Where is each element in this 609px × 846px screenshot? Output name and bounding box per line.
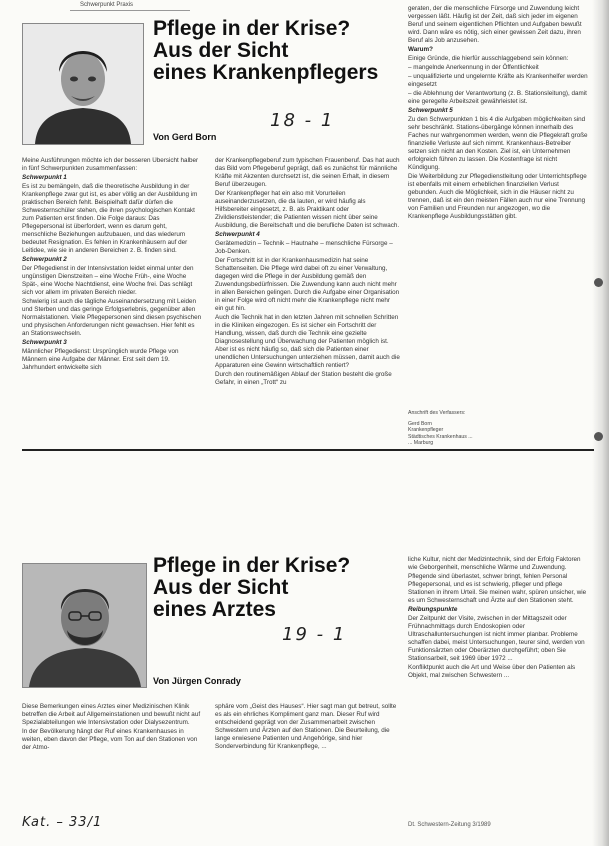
article1-title-line3: eines Krankenpflegers bbox=[153, 61, 379, 84]
paragraph: Meine Ausführungen möchte ich der besseren Übersicht halber in fünf Schwerpunkten zusammenfassen: bbox=[22, 157, 199, 172]
paragraph: Zu den Schwerpunkten 1 bis 4 die Aufgaben möglichkeiten sind sehr beschränkt. Stations-übergänge können innerhalb des Faches nur wahrgenommen werden, wenn die Pflegekraft große finanzielle Verluste auf sich nimmt. Krankenhaus-Betreiber setzen sich nicht an den Kosten. Ziel ist, ein Unternehmen erfolgreich führen zu lassen. Die Kostenfrage ist nicht Kündigung. bbox=[408, 116, 588, 171]
author-address-heading: Anschrift des Verfassers: bbox=[408, 410, 466, 416]
paragraph: Der Fortschritt ist in der Krankenhausmedizin hat seine Schattenseiten. Die Pflege wird dabei oft zu einer Verwaltung, dagegen wird die Pflege in der Ausbildung gemäß den Zuwendungsbedürfnissen. Die Zuwendung kann auch nicht mehr in allen Bereichen gelingen. Durch die Aufgabe einer Organisation in einer Folge wird oft nicht mehr die Krankenpflege nicht mehr ein gut hin. bbox=[215, 257, 400, 312]
article2-byline: Von Jürgen Conrady bbox=[153, 676, 241, 686]
paragraph: geraten, der die menschliche Fürsorge und Zuwendung leicht vergessen läßt. Häufig ist der Zeit, daß sich jeder im eigenen Beruf und seinem eigentlichen Pflichten und Aufgaben bewußt wird. Dann wäre es nötig, sich einer gewissen Zeit dazu, ihren Beruf als Job anzusehen. bbox=[408, 5, 582, 44]
article2-title-line2: Aus der Sicht bbox=[153, 576, 289, 599]
handwritten-mark-1: 18 - 1 bbox=[270, 110, 335, 131]
article2-title bbox=[153, 555, 403, 621]
paragraph: In der Bevölkerung hängt der Ruf eines Krankenhauses in weiten, eben davon der Pflege, vom Ton auf den Stationen von der Atmo- bbox=[22, 728, 198, 751]
section-heading: Schwerpunkt 2 bbox=[22, 256, 67, 263]
paragraph: Diese Bemerkungen eines Arztes einer Medizinischen Klinik betreffen die Arbeit auf Allgemeinstationen und bewußt nicht auf Spezialabteilungen wie Intensivstation oder Dialysezentrum. bbox=[22, 703, 201, 726]
section-header: Schwerpunkt Praxis bbox=[80, 2, 134, 8]
article-divider bbox=[22, 449, 594, 451]
author-photo-born bbox=[22, 23, 144, 145]
punch-hole-bottom bbox=[594, 432, 603, 441]
footer-page-mark: Kat. – 33/1 bbox=[22, 815, 103, 830]
handwritten-mark-2: 19 - 1 bbox=[282, 624, 347, 645]
paragraph: Einige Gründe, die hierfür ausschlaggebend sein können: bbox=[408, 55, 569, 62]
article2-title-line1: Pflege in der Krise? bbox=[153, 554, 351, 577]
paragraph: Auch die Technik hat in den letzten Jahren mit schnellen Schritten in die Kliniken eingezogen. Es ist sicher ein Fortschritt der Handlung, wissen, daß durch die Technik eine gezielte Diagnosestellung und Überwachung der Patienten möglich ist. Aber ist es nicht häufig so, daß sich die Patienten einer unendlichen Untersuchungen unterziehen müssen, damit auch die Apparaturen eine Gewinn wirtschaftlich rentiert? bbox=[215, 314, 400, 369]
author-address-line: Gerd Born bbox=[408, 420, 432, 427]
paragraph: Die Weiterbildung zur Pflegedienstleitung oder Unterrichtspflege ist ebenfalls mit einem erheblichen finanziellen Verlust gebunden. Auch die Möglichkeit, sich in die Häuser nicht zu trennen, daß ist ein den meisten Fällen auch nur eine Trennung von Familien und Freunden nur angezogen, wo die Krankenpflege Ausbildungsstätten gibt. bbox=[408, 173, 587, 220]
article1-title-line1: Pflege in der Krise? bbox=[153, 17, 351, 40]
author-address-line: ... Marburg bbox=[408, 440, 434, 446]
scan-edge-shadow bbox=[592, 0, 609, 846]
paragraph: Der Krankenpfleger hat ein also mit Vorurteilen auseinanderzusetzen, die da lauten, er wird häufig als Hilfsbereiter eingesetzt, z. B. als Praktikant oder Zivildienstleistender; die Patienten wissen nicht über seine Ausbildung, die Bereitschaft und die berufliche Daten ist schwach. bbox=[215, 190, 400, 229]
paragraph: der Krankenpflegeberuf zum typischen Frauenberuf. Das hat auch das Bild vom Pflegeberuf geprägt, daß es zunächst für männliche Kräfte mit Akzenten durchsetzt ist, die seinen Erhalt, in diesem Beruf überzeugen. bbox=[215, 157, 400, 188]
section-heading: Schwerpunkt 1 bbox=[22, 174, 67, 181]
paragraph: Männlicher Pflegedienst: Ursprünglich wurde Pflege von Männern eine Aufgabe der Männer. Erst seit dem 19. Jahrhundert entwickelte sich bbox=[22, 348, 179, 371]
article1-title bbox=[153, 18, 413, 84]
paragraph: sphäre vom „Geist des Hauses“. Hier sagt man gut betreut, sollte es als ein ehrliches Kompliment ganz man. Dieser Ruf wird entscheidend geprägt von der Zusammenarbeit zwischen Schwestern und Ärzten auf den Stationen. Die Beurteilung, die lange erwiesene Patienten und Angehörige, sind hier Sonderverbindung für Krankenpflege, ... bbox=[215, 703, 397, 750]
section-heading: Schwerpunkt 4 bbox=[215, 231, 260, 238]
footer-journal: Dt. Schwestern-Zeitung 3/1989 bbox=[408, 822, 491, 828]
paragraph: Warum? bbox=[408, 46, 433, 53]
article1-column-2 bbox=[215, 157, 400, 425]
paragraph: Durch den routinemäßigen Ablauf der Station besteht die große Gefahr, in einen „Trott“ zu bbox=[215, 371, 392, 386]
paragraph: Es ist zu bemängeln, daß die theoretische Ausbildung in der Krankenpflege zwar gut ist, es aber völlig an der Ausbildung im praktischen Bereich fehlt. Beispielhaft dafür dürfen die Schwesternschüler stehen, die ihren psychologischen Kontakt zum Patienten erst finden. Die Folge daraus: Das Pflegepersonal ist überfordert, wenn es darum geht, menschliche Beziehungen aufzubauen, und das wiederum bedeutet Resignation. Es fehlen in Krankenhäusern auf der Leitidee, wie sie in anderen Bereichen z. B. finden sind. bbox=[22, 183, 198, 254]
author-address-box bbox=[408, 410, 588, 447]
paragraph: Der Zeitpunkt der Visite, zwischen in der Mittagszeit oder Frühnachmittags durch Endoskopien oder Ultraschalluntersuchungen ist nicht immer planbar. Probleme schaffen dabei, meist Untersuchungen, teurer sind, werden von Funktionsärzten oder Oberärzten durchgeführt; oben Sie Stationsarbeit, seit 1969 über 1972 ... bbox=[408, 615, 585, 662]
paragraph: – unqualifizierte und ungelernte Kräfte als Krankenhelfer werden eingesetzt bbox=[408, 73, 588, 88]
paragraph: Gerätemedizin – Technik – Hautnahe – menschliche Fürsorge – Job-Denken. bbox=[215, 240, 393, 255]
author-photo-conrady bbox=[22, 563, 147, 688]
paragraph: Konfliktpunkt auch die Art und Weise über den Patienten als Objekt, mal zwischen Schwestern ... bbox=[408, 664, 576, 679]
punch-hole-top bbox=[594, 278, 603, 287]
article1-column-3 bbox=[408, 5, 588, 338]
section-heading: Schwerpunkt 3 bbox=[22, 339, 67, 346]
article2-column-1 bbox=[22, 703, 202, 823]
article1-column-1 bbox=[22, 157, 202, 425]
author-address-line: Krankenpfleger bbox=[408, 427, 444, 433]
paragraph: liche Kultur, nicht der Medizintechnik, sind der Erfolg Faktoren wie Geborgenheit, menschliche Wärme und Zuwendung. bbox=[408, 556, 581, 571]
article2-column-2 bbox=[215, 703, 400, 823]
paragraph: Schwierig ist auch die tägliche Auseinandersetzung mit Leiden und Sterben und das geringe Erfolgserlebnis, gegenüber allen Normalstationen. Viele Pflegepersonen sind diesen psychischen und physischen Anforderungen nicht gewachsen. Hier fehlt es an Stationswechseln. bbox=[22, 298, 202, 337]
author-address-line: Städtisches Krankenhaus ... bbox=[408, 433, 473, 440]
article1-title-line2: Aus der Sicht bbox=[153, 39, 289, 62]
article2-title-line3: eines Arztes bbox=[153, 598, 276, 621]
paragraph: – die Ablehnung der Verantwortung (z. B. Stationsleitung), damit eine geregelte Arbeitszeit gewährleistet ist. bbox=[408, 90, 587, 105]
article1-byline: Von Gerd Born bbox=[153, 132, 217, 142]
header-rule bbox=[70, 10, 190, 11]
article2-column-3 bbox=[408, 556, 588, 824]
section-heading: Schwerpunkt 5 bbox=[408, 107, 453, 114]
paragraph: – mangelnde Anerkennung in der Öffentlichkeit bbox=[408, 64, 539, 71]
section-heading: Reibungspunkte bbox=[408, 606, 458, 613]
paragraph: Der Pflegedienst in der Intensivstation leidet einmal unter den ungünstigen Dienstzeiten – eine Woche Früh-, eine Woche Spät-, eine Woche Nachtdienst, eine Woche frei. Das schlägt sich vor allem im privaten Bereich nieder. bbox=[22, 265, 194, 296]
paragraph: Pflegende sind überlastet, schwer bringt, fehlen Personal Pflegepersonal, und es ist schwierig, pfleger und pflege Stationen in ihrem Urteil. Sie meinen wahr, spüren unsicher, wie es um Schwesternschaft und Ärzte auf den Stationen steht. bbox=[408, 573, 587, 604]
